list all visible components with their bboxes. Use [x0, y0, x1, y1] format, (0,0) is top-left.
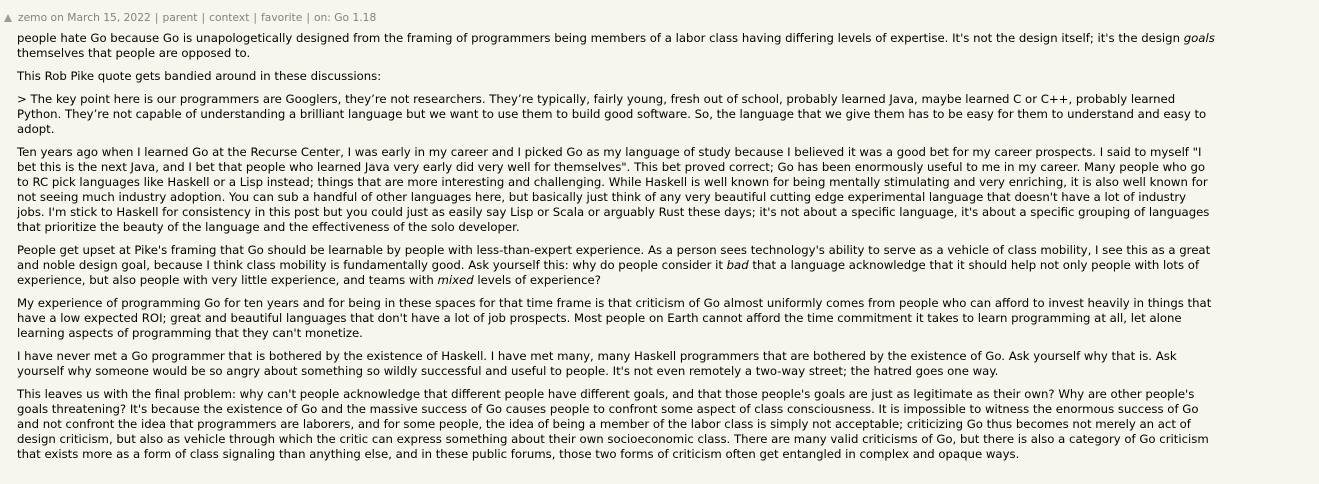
paragraph-7: I have never met a Go programmer that is bothered by the existence of Haskell. I have met many, many Haskell programmers that are bothered by the existence of Go. Ask yourself why that is. Ask yourself why someone would be so angry about something so wildly successful and useful to people. It's not even remotely a two-way street; the hatred goes one way.	[17, 349, 1177, 378]
comment-text	[17, 31, 1217, 462]
paragraph-4: Ten years ago when I learned Go at the Recurse Center, I was early in my career and I picked Go as my language of study because I believed it was a good bet for my career prospects. I said to myself "I bet this is the next Java, and I bet that people who learned Java very early did very well for themselves". This bet proved correct; Go has been enormously useful to me in my career. Many people who go to RC pick languages like Haskell or a Lisp instead; things that are more interesting and challenging. While Haskell is well known for being mentally stimulating and very enriching, it is also well known for not seeing much industry adoption. You can sub a handful of other languages here, but basically just think of any very beautiful cutting edge experimental language that doesn't have a lot of industry jobs. I'm stick to Haskell for consistency in this post but you could just as easily say Lisp or Scala or arguably Rust these days; it's not about a specific language, it's about a specific grouping of languages that prioritize the beauty of the language and the effectiveness of the solo developer.	[17, 145, 1210, 234]
separator: |	[201, 11, 206, 24]
favorite-link[interactable]: favorite	[261, 11, 303, 24]
emphasis: bad	[726, 258, 749, 272]
author-link[interactable]: zemo	[18, 11, 48, 24]
separator: |	[253, 11, 258, 24]
paragraph-6: My experience of programming Go for ten years and for being in these spaces for that time frame is that criticism of Go almost uniformly comes from people who can afford to invest heavily in things that have a low expected ROI; great and beautiful languages that don't have a lot of job prospects. Most people on Earth cannot afford the time commitment it takes to learn programming at all, let alone learning aspects of programming that they can't monetize.	[17, 296, 1212, 340]
quote-paragraph: > The key point here is our programmers are Googlers, they’re not researchers. They’re typically, fairly young, fresh out of school, probably learned Java, maybe learned C or C++, probably learned Python. They’re not capable of understanding a brilliant language but we want to use them to build good software. So, the language that we give them has to be easy for them to understand and easy to adopt.	[17, 92, 1207, 136]
paragraph-8: This leaves us with the final problem: why can't people acknowledge that different people have different goals, and that those people's goals are just as legitimate as their own? Why are other people's goals threatening? It's because the existence of Go and the massive success of Go causes people to confront some aspect of class consciousness. It is impossible to witness the enormous success of Go and not confront the idea that programmers are laborers, and for some people, the idea of being a member of the labor class is simply not acceptable; criticizing Go thus becomes not merely an act of design criticism, but also as vehicle through which the critic can express something about their own socioeconomic class. There are many valid criticisms of Go, but there is also a category of Go criticism that exists more as a form of class signaling than anything else, and in these public forums, those two forms of criticism often get entangled in complex and opaque ways.	[17, 387, 1209, 461]
on-word: on	[50, 11, 64, 24]
paragraph-1: people hate Go because Go is unapologetically designed from the framing of programmers being members of a labor class having differing levels of expertise. It's not the design itself; it's the design goals themselves that people are opposed to.	[17, 31, 1215, 60]
comment-header	[3, 11, 1319, 25]
upvote-arrow-icon[interactable]	[4, 14, 12, 22]
emphasis: mixed	[437, 273, 474, 287]
story-link[interactable]: on: Go 1.18	[313, 11, 377, 24]
comment-date-link[interactable]: March 15, 2022	[67, 11, 151, 24]
paragraph-2: This Rob Pike quote gets bandied around in these discussions:	[17, 69, 382, 83]
paragraph-5: People get upset at Pike's framing that Go should be learnable by people with less-than-expert experience. As a person sees technology's ability to serve as a vehicle of class mobility, I see this as a great and noble design goal, because I think class mobility is fundamentally good. Ask yourself this: why do people consider it bad that a language acknowledge that it should help not only people with lots of experience, but also people with very little experience, and teams with mixed levels of experience?	[17, 243, 1211, 287]
parent-link[interactable]: parent	[162, 11, 198, 24]
context-link[interactable]: context	[209, 11, 250, 24]
separator: |	[306, 11, 310, 24]
separator: |	[154, 11, 159, 24]
emphasis: goals	[1183, 31, 1215, 45]
